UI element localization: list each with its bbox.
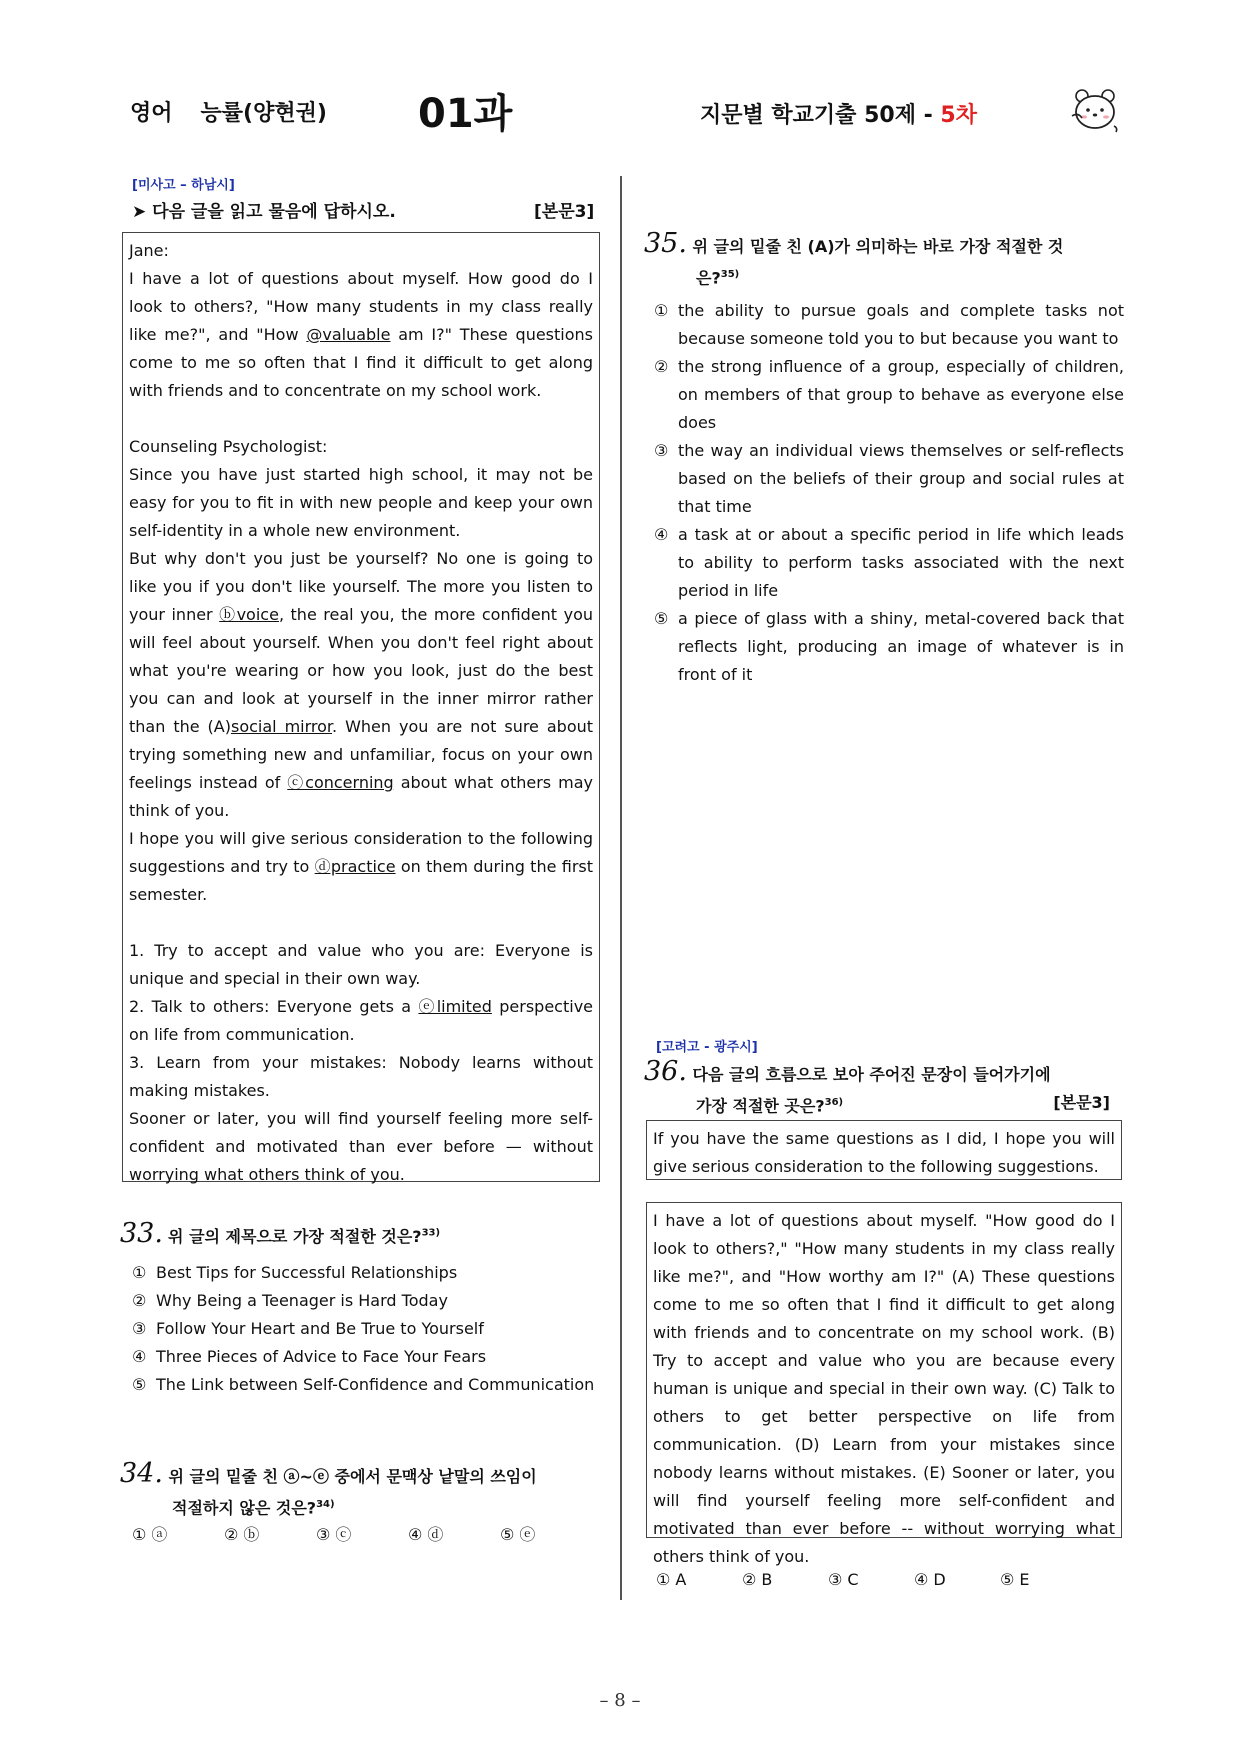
- option-4[interactable]: ④ Three Pieces of Advice to Face Your Fears: [132, 1347, 487, 1366]
- question-text: 위 글의 제목으로 가장 적절한 것은?: [168, 1227, 422, 1246]
- underlined-word-d: ⓓpractice: [314, 857, 396, 876]
- column-divider: [620, 176, 622, 1600]
- question-33-title: [120, 1218, 440, 1249]
- given-sentence-box: [646, 1120, 1122, 1180]
- passage-tag: [본문3]: [1053, 1093, 1110, 1112]
- option-3[interactable]: ③ ⓒ: [316, 1525, 352, 1544]
- question-text-line2: 은?: [696, 268, 721, 288]
- question-35-options: [654, 297, 1124, 689]
- question-number: 33.: [120, 1218, 163, 1249]
- question-36-passage: [646, 1202, 1122, 1566]
- question-ref: 35): [720, 269, 740, 280]
- question-ref: 34): [316, 1499, 335, 1510]
- option-4[interactable]: ④ ⓓ: [408, 1525, 444, 1544]
- question-ref: 33): [421, 1227, 441, 1239]
- speaker-counselor: Counseling Psychologist:: [129, 437, 328, 456]
- suggestion-2: 2. Talk to others: Everyone gets a ⓔlimited perspective on life from communication.: [129, 997, 593, 1044]
- given-sentence: If you have the same questions as I did, I hope you will give serious consideration to the following suggestions.: [653, 1129, 1115, 1176]
- passage-paragraph: I have a lot of questions about myself. How good do I look to others?, "How many students in my class really like me?", and "How @valuable am I?" These questions come to me so often that I find it difficult to get along with friends and to concentrate on my school work.: [129, 269, 593, 400]
- question-text-line1: 다음 글의 흐름으로 보아 주어진 문장이 들어가기에: [692, 1065, 1051, 1084]
- question-34-title: [120, 1460, 610, 1522]
- question-ref: 36): [824, 1097, 844, 1108]
- round-label: 5차: [940, 103, 977, 128]
- option-3[interactable]: ③ Follow Your Heart and Be True to Yourself: [132, 1319, 484, 1338]
- option-3[interactable]: ③ the way an individual views themselves or self-reflects based on the beliefs of their group and social rules at that time: [654, 441, 1124, 516]
- passage-paragraph: Sooner or later, you will find yourself feeling more self-confident and motivated than ever before — without worrying what others think of you.: [129, 1109, 593, 1184]
- question-36-options: [656, 1570, 1116, 1594]
- option-5[interactable]: ⑤ The Link between Self-Confidence and Communication: [132, 1375, 595, 1394]
- question-text-line2: 가장 적절한 곳은?: [696, 1096, 825, 1116]
- lesson-title: 01과: [418, 91, 513, 137]
- instruction: ➤ 다음 글을 읽고 물음에 답하시오.: [132, 202, 396, 222]
- option-3[interactable]: ③ C: [828, 1570, 859, 1589]
- option-4[interactable]: ④ a task at or about a specific period in life which leads to ability to perform tasks associated with the next period in life: [654, 525, 1124, 600]
- question-text-line1: 위 글의 밑줄 친 (A)가 의미하는 바로 가장 적절한 것: [692, 237, 1064, 256]
- source-label: [미사고 – 하남시]: [132, 178, 235, 193]
- page-number: – 8 –: [599, 1690, 641, 1711]
- passage-paragraph: But why don't you just be yourself? No one is going to like you if you don't like yourself. The more you listen to your inner ⓑvoice, the real you, the more confident you will feel about yourself. When you don't feel right about what you're wearing or how you look, just do the best you can and look at yourself in the inner mirror rather than the (A)social mirror. When you are not sure about trying something new and unfamiliar, focus on your own feelings instead of ⓒconcerning about what others may think of you.: [129, 549, 594, 820]
- passage-paragraph: Since you have just started high school, it may not be easy for you to fit in with new people and keep your own self-identity in a whole new environment.: [129, 465, 593, 540]
- speaker-jane: Jane:: [129, 241, 169, 260]
- passage-paragraph: I have a lot of questions about myself. "How good do I look to others?," "How many students in my class really like me?", and "How worthy am I?" (A) These questions come to me so often that I find it difficult to get along with friends and to concentrate on my school work. (B) Try to accept and value who you are because every human is unique and special in their own way. (C) Talk to others to get better perspective on life from communication. (D) Learn from your mistakes since nobody learns without mistakes. (E) Sooner or later, you will find yourself feeling more self-confident and motivated than ever before -- without worrying what others think of you.: [653, 1211, 1115, 1566]
- subject: 영어: [130, 101, 173, 126]
- reading-passage: [122, 232, 600, 1182]
- question-text-line2: 적절하지 않은 것은?: [172, 1498, 317, 1518]
- series-label: 지문별 학교기출 50제 -: [700, 103, 941, 128]
- series-title: [700, 98, 977, 129]
- option-5[interactable]: ⑤ E: [1000, 1570, 1030, 1589]
- option-5[interactable]: ⑤ ⓔ: [500, 1525, 536, 1544]
- question-number: 36.: [644, 1056, 687, 1087]
- question-36-title: [644, 1058, 1124, 1120]
- question-34-options: [132, 1522, 612, 1546]
- question-number: 34.: [120, 1458, 163, 1489]
- option-1[interactable]: ① Best Tips for Successful Relationships: [132, 1263, 458, 1282]
- option-2[interactable]: ② Why Being a Teenager is Hard Today: [132, 1291, 448, 1310]
- passage-tag: [본문3]: [534, 202, 595, 222]
- bear-mascot-icon: [1070, 86, 1120, 134]
- option-2[interactable]: ② the strong influence of a group, especially of children, on members of that group to behave as everyone else does: [654, 357, 1124, 432]
- option-2[interactable]: ② B: [742, 1570, 773, 1589]
- suggestion-1: 1. Try to accept and value who you are: Everyone is unique and special in their own way.: [129, 941, 593, 988]
- option-5[interactable]: ⑤ a piece of glass with a shiny, metal-covered back that reflects light, producing an image of whatever is in front of it: [654, 609, 1124, 684]
- publisher: 능률(양현권): [200, 101, 327, 126]
- underlined-word-c: ⓒconcerning: [287, 773, 394, 792]
- underlined-word-b: ⓑvoice: [219, 605, 279, 624]
- option-1[interactable]: ① A: [656, 1570, 687, 1589]
- underlined-phrase-social-mirror: social mirror: [230, 717, 333, 736]
- option-4[interactable]: ④ D: [914, 1570, 946, 1589]
- question-35-title: [644, 230, 1124, 292]
- header-subject-publisher: [130, 96, 355, 127]
- question-text-line1: 위 글의 밑줄 친 ⓐ~ⓔ 중에서 문맥상 낱말의 쓰임이: [168, 1467, 537, 1486]
- passage-paragraph: I hope you will give serious consideration to the following suggestions and try to ⓓpractice on them during the first semester.: [129, 829, 594, 904]
- underlined-word-a: @valuable: [306, 325, 391, 344]
- question-33-options: [132, 1259, 602, 1399]
- underlined-word-e: ⓔlimited: [418, 997, 492, 1016]
- question-number: 35.: [644, 228, 687, 259]
- option-1[interactable]: ① the ability to pursue goals and complete tasks not because someone told you to but because you want to: [654, 301, 1124, 348]
- option-2[interactable]: ② ⓑ: [224, 1525, 260, 1544]
- suggestion-3: 3. Learn from your mistakes: Nobody learns without making mistakes.: [129, 1053, 593, 1100]
- source-label: [고려고 - 광주시]: [656, 1040, 758, 1055]
- option-1[interactable]: ① ⓐ: [132, 1525, 168, 1544]
